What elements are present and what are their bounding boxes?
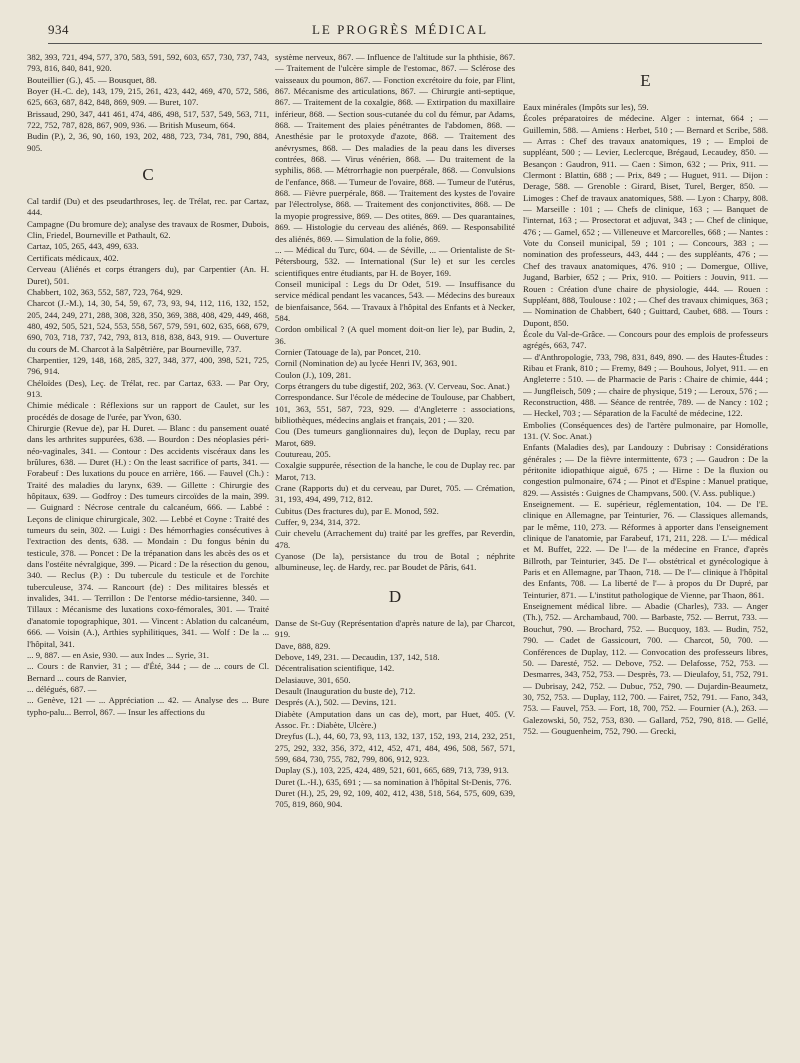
- section-letter-c: C: [142, 165, 154, 185]
- section-letter-e: E: [640, 71, 651, 90]
- index-entry: Cordon ombilical ? (A quel moment doit-on lier le), par Budin, 2, 36.: [275, 324, 515, 346]
- index-entry: Duret (H.), 25, 29, 92, 109, 402, 412, 438, 518, 564, 575, 609, 639, 705, 819, 860, 904.: [275, 787, 515, 810]
- index-entry: Duplay (S.), 103, 225, 424, 489, 521, 601, 665, 689, 713, 739, 913.: [275, 765, 509, 776]
- index-entry: Bouteillier (G.), 45. — Bousquet, 88.: [27, 74, 157, 85]
- index-entry: Budin (P.), 2, 36, 90, 160, 193, 202, 488, 723, 734, 781, 790, 884, 905.: [27, 131, 269, 153]
- index-entry: Cuir chevelu (Arrachement du) traité par les greffes, par Reverdin, 478.: [275, 528, 515, 550]
- index-entry: ... Genève, 121 — ... Appréciation ... 42. — Analyse des ... Bure typho-palu... Berrol, 867. — Insur les affections du: [27, 695, 269, 717]
- index-entry: — d'Anthropologie, 733, 798, 831, 849, 890. — des Hautes-Études : Ribau et Frank, 810 ; — Fremy, 849 ; — Bouhous, Jolyet, 911. — en Angleterre : 510. — de Pharmacie de Paris : Chaire de chimie, 444 ; — Jungfleisch, 509 ; — chaire de physique, 519 ; — Leroux, 576 ; — Reconstruction, 488. — Séance de rentrée, 789. — de Nancy : 102 ; — Heckel, 703 ; — Séparation de la Faculté de médecine, 122.: [523, 351, 768, 419]
- page-number: 934: [48, 22, 69, 37]
- index-entry: Cornier (Tatouage de la), par Poncet, 210.: [275, 346, 421, 357]
- index-entry: Cubitus (Des fractures du), par E. Monod, 592.: [275, 505, 439, 516]
- header-rule: [48, 43, 762, 44]
- index-entry: École du Val-de-Grâce. — Concours pour des emplois de professeurs agrégés, 663, 747.: [523, 328, 768, 351]
- index-column-2: [275, 52, 515, 1052]
- index-column-1: [27, 52, 269, 1052]
- index-entry: Coulon (J.), 109, 281.: [275, 369, 352, 380]
- index-entry: Cerveau (Aliénés et corps étrangers du), par Carpentier (An. H. Duret), 501.: [27, 264, 269, 286]
- index-entry: Diabète (Amputation dans un cas de), mort, par Huet, 405. (V. Assoc. Fr. : Diabète, Ulcère.): [275, 708, 515, 730]
- index-entry: Conseil municipal : Legs du Dr Odet, 519. — Insuffisance du service médical pendant les vacances, 543. — Médecins des bureaux de bienfaisance, 564. — Travaux à l'hôpital des Enfants et à Necker, 584.: [275, 278, 515, 323]
- index-entry: Chirurgie (Revue de), par H. Duret. — Blanc : du pansement ouaté dans les arthrites suppurées, 638. — Bourdon : Des néoplasies péri-néo-vaginales, 341. — Contour : Des accidents viscéraux dans les brûlures, 638. — Duret (H.) : On the least sacrifice of parts, 341. — Forabeuf : Des luxations du pouce en arrière, 166. — Fauvel (Ch.) : Traité des maladies du larynx, 639. — Gillette : Chirurgie des hôpitaux, 639. — Godfroy : Des tumeurs circoïdes de la main, 399. — Guignard : Nécrose centrale du calcanéum, 666. — Labbé : Leçons de clinique chirurgicale, 302. — Lebbé et Coyne : Traité des tumeurs du sein, 302. — Luigi : Des hémorrhagies consécutives à l'extraction des dents, 638. — Mondain : Du fongus bénin du testicule, 378. — Poncet : De la trépanation dans les abcès des os et dans l'ostéite névralgique, 399. — Picard : De la résection du genou, 340. — Reclus (P.) : Du tubercule du testicule et de l'orchite tuberculeuse, 374. — Rancourt (de) : Des militaires blessés et invalides, 341. — Terrillon : De l'entorse médio-tarsienne, 340. — Tillaux : Mécanisme des luxations coxo-fémorales, 301. — Traité d'anatomie topographique, 301. — Vincent : Ablation du calcanéum, 666. — Voisin (A.), Arthies syphilitiques, 341. — Wolf : De la ... l'hôpital, 341.: [27, 422, 269, 649]
- index-entry: Desault (Inauguration du buste de), 712.: [275, 685, 416, 696]
- index-entry: système nerveux, 867. — Influence de l'altitude sur la phthisie, 867. — Traitement de l'ulcère simple de l'estomac, 867. — Sclérose des vaisseaux du poumon, 867. — Fonction excrétoire du foie, par Flint, 867. Mécanisme des articulations, 867. — Chirurgie anti-septique, 867. — Traitement de la coxalgie, 868. — Extirpation du maxillaire inférieur, 868. — Section sous-cutanée du col du fémur, par Adams, 868. — Traitement des plaies pénétrantes de l'abdomen, 868. — Anesthésie par le protoxyde d'azote, 868. — Traitement des anévrysmes, 868. — Des maladies de la peau dans les diverses contrées, 868. — Virus vénérien, 868. — Du traitement de la syphilis, 868. — Métrorrhagie non puerpérale, 868. — Convulsions de l'enfance, 868. — Tumeur de l'ovaire, 868. — Tumeur de l'utérus, 868. — Fièvre puerpérale, 868. — Traitement des kystes de l'ovaire par l'électrolyse, 868. — Traitement des conjonctivites, 868. — De la myopie progressive, 869. — Des otites, 869. — Des quarantaines, 869. — Histologie du cerveau des aliénés, 869. — Responsabilité des aliénés, 869. — Simulation de la folie, 869.: [275, 52, 515, 244]
- index-entry: Chabbert, 102, 363, 552, 587, 723, 764, 929.: [27, 286, 183, 297]
- index-entry: ... 9, 887. — en Asie, 930. — aux Indes ... Syrie, 31.: [27, 649, 209, 660]
- index-entry: Charcot (J.-M.), 14, 30, 54, 59, 67, 73, 93, 94, 112, 116, 132, 152, 205, 244, 249, 271, 288, 308, 328, 350, 369, 388, 408, 429, 449, 468, 480, 492, 505, 521, 524, 553, 558, 567, 579, 591, 602, 635, 668, 679, 690, 703, 718, 737, 742, 793, 813, 818, 838, 843, 919. — Ouverture du cours de M. Charcot à la Salpêtrière, par Bourneville, 737.: [27, 298, 269, 354]
- index-entry: Eaux minérales (Impôts sur les), 59.: [523, 102, 649, 112]
- index-entry: Cal tardif (Du) et des pseudarthroses, leç. de Trélat, rec. par Cartaz, 444.: [27, 196, 269, 218]
- index-entry: Després (A.), 502. — Devins, 121.: [275, 697, 397, 708]
- index-entry: Crane (Rapports du) et du cerveau, par Duret, 705. — Crémation, 31, 193, 494, 499, 712, 812.: [275, 483, 515, 505]
- index-entry: Charpentier, 129, 148, 168, 285, 327, 348, 377, 400, 398, 521, 725, 796, 914.: [27, 354, 269, 377]
- section-letter-d: D: [388, 586, 402, 606]
- index-entry: ... délégués, 687. —: [27, 683, 97, 694]
- running-title: LE PROGRÈS MÉDICAL: [311, 22, 489, 37]
- index-entry: Debove, 149, 231. — Decaudin, 137, 142, 518.: [275, 651, 440, 662]
- index-entry: Enfants (Maladies des), par Landouzy : Dubrisay : Considérations générales ; — De la fièvre intermittente, 673 ; — Gaudron : De la péritonite idiopathique aiguë, 675 ; — Hirne : De la fluxion ou congestion pulmonaire, 674 ; — Pinot et d'Espine : Manuel pratique, 829. — Assistés : Guignes de Champvans, 500. (V. Ass. publique.): [523, 442, 768, 498]
- index-entry: Cuffer, 9, 234, 314, 372.: [275, 517, 361, 528]
- index-entry: ... — Médical du Turc, 604. — de Séville, ... — Orientaliste de St-Pétersbourg, 532. — International (Sur le) et sur les cercles scientifiques entre étudiants, par H. de Boyer, 169.: [275, 244, 515, 278]
- index-entry: Coutureau, 205.: [275, 449, 331, 460]
- index-entry: Duret (L.-H.), 635, 691 ; — sa nomination à l'hôpital St-Denis, 776.: [275, 776, 512, 787]
- index-entry: Chéloïdes (Des), Leç. de Trélat, rec. par Cartaz, 633. — Par Ory, 913.: [27, 377, 269, 399]
- index-column-3: [523, 52, 768, 1052]
- index-entry: Décentralisation scientifique, 142.: [275, 663, 395, 674]
- index-entry: Chimie médicale : Réflexions sur un rapport de Caulet, sur les procédés de dosage de l'urée, par Yvon, 630.: [27, 400, 269, 422]
- index-entry: 382, 393, 721, 494, 577, 370, 583, 591, 592, 603, 657, 730, 737, 743, 793, 816, 840, 841, 920.: [27, 52, 269, 74]
- index-entry: Certificats médicaux, 402.: [27, 252, 119, 263]
- index-entry: Coxalgie suppurée, résection de la hanche, le cou de Duplay rec. par Marot, 713.: [275, 460, 515, 482]
- index-entry: Cou (Des tumeurs ganglionnaires du), leçon de Duplay, recu par Marot, 689.: [275, 426, 515, 448]
- index-entry: Boyer (H.-C. de), 143, 179, 215, 261, 423, 442, 469, 470, 572, 586, 625, 663, 687, 842, 848, 869, 909. — Buret, 107.: [27, 86, 269, 108]
- index-entry: Danse de St-Guy (Représentation d'après nature de la), par Charcot, 919.: [275, 617, 515, 640]
- index-entry: Dreyfus (L.), 44, 60, 73, 93, 113, 132, 137, 152, 193, 214, 232, 251, 275, 292, 332, 356, 372, 412, 452, 471, 484, 496, 508, 567, 571, 599, 684, 730, 755, 782, 799, 806, 912, 923.: [275, 731, 515, 764]
- index-entry: ... Cours : de Ranvier, 31 ; — d'Été, 344 ; — de ... cours de Cl. Bernard ... cours de Ranvier,: [27, 661, 269, 683]
- page-header: [0, 22, 800, 42]
- index-entry: Embolies (Conséquences des) de l'artère pulmonaire, par Homolle, 131. (V. Soc. Anat.): [523, 419, 768, 441]
- index-entry: Cyanose (De la), persistance du trou de Botal ; néphrite albumineuse, leç. de Hardy, rec. par Boudet de Pâris, 641.: [275, 551, 515, 573]
- index-entry: Dave, 888, 829.: [275, 640, 331, 651]
- index-entry: Delasiauve, 301, 650.: [275, 674, 351, 685]
- index-entry: Cornil (Nomination de) au lycée Henri IV, 363, 901.: [275, 358, 457, 369]
- index-entry: Enseignement médical libre. — Abadie (Charles), 733. — Anger (Th.), 752. — Archambaud, 700. — Barbaste, 752. — Berrut, 733. — Bouchut, 790. — Brochard, 752. — Bucquoy, 183. — Budin, 752, 790. — Cadet de Gassicourt, 700. — Charcot, 50, 700. — Conférences de Duplay, 112. — Convocation des professeurs libres, 50. — Daresté, 752. — Debove, 752. — Delafosse, 752, 753. — Desmarres, 343, 752, 753. — Desprès, 73. — Dieulafoy, 51, 752, 791. — Dubrisay, 242, 752. — Dubuc, 752, 790. — Dujardin-Beaumetz, 30, 752, 753. — Duplay, 112, 700. — Fairet, 752, 791. — Fano, 343, 753. — Fauvel, 753. — Fort, 18, 700, 752. — Fournier (A.), 263. — Galezowski, 50, 752, 753, 830. — Gallard, 752, 790, 818. — Gellé, 752. — Gouguenheim, 752, 790. — Grecki,: [523, 601, 768, 736]
- index-entry: Campagne (Du bromure de); analyse des travaux de Rosmer, Dubois, Clin, Friedel, Bourneville et Pathault, 62.: [27, 218, 269, 241]
- index-entry: Correspondance. Sur l'école de médecine de Toulouse, par Chabbert, 101, 363, 551, 587, 723, 929. — d'Angleterre : associations, bibliothèques, médecins anglais et français, 201 ; — 320.: [275, 392, 515, 425]
- index-entry: Brissaud, 290, 347, 441 461, 474, 486, 498, 517, 537, 549, 563, 711, 722, 752, 787, 828, 867, 909, 936. — British Museum, 664.: [27, 108, 269, 131]
- index-entry: Corps étrangers du tube digestif, 202, 363. (V. Cerveau, Soc. Anat.): [275, 380, 510, 391]
- index-entry: Écoles préparatoires de médecine. Alger : internat, 664 ; — Guillemin, 588. — Amiens : Herbet, 510 ; — Bernard et Scribe, 588. — Arras : Chef des travaux anatomiques, 19 ; — Emploi de suppléant, 500 ; — Levier, Leclercque, Brégaud, Lecaudey, 850. — Besançon : Gaudron, 911. — Caen : Simon, 632 ; — Prix, 911. — Clermont : Blattin, 688 ; — Prix, 849 ; — Huguet, 911. — Dijon : Derage, 588. — Grenoble : Girard, Biset, Turel, Berger, 850. — Limoges : Chef de travaux anatomiques, 588. — Lyon : Charpy, 808. — Marseille : 101 ; — Chefs de clinique, 163 ; — Banquet de l'internat, 163 ; — Prosectorat et adjuvat, 343 ; — Chef de clinique, 476 ; — Gamel, 652 ; — Villeneuve et Marcorelles, 668 ; — Nantes : Vote du Conseil municipal, 59 ; 101 ; — Concours, 383 ; — nomination des professeurs, 443, 444 ; — des suppléants, 476 ; — Chef des travaux anatomiques, 476. 910 ; — Domergue, Ollive, Jugand, Barbier, 652 ; — Prix, 910. — Poitiers : Jouvin, 911. — Rouen : Création d'une chaire de physiologie, 444. — Rouen : Suppléant, 888, Toulouse : 102 ; — Chef des travaux chimiques, 363 ; — Nomination de Chabbert, 640 ; Guittard, Caubet, 688. — Tours : Dupont, 850.: [523, 113, 768, 328]
- index-entry: Cartaz, 105, 265, 443, 499, 633.: [27, 241, 139, 252]
- index-entry: Enseignement. — E. supérieur, réglementation, 104. — De l'E. clinique en Allemagne, par Teinturier, 76. — Classiques allemands, par le même, 110, 273. — Réformes à apporter dans l'enseignement clinique de l'anatomie, par Farabeuf, 171, 211, 228. — L'— médical et M. Buffet, 222. — De l'— de la médecine en France, d'après Billroth, par Teinturier, 345. De l'— obstétrical et gynécologique à Paris et en Allemagne, par Thaon, 718. — De l'— clinique à l'hôpital des Enfants, 708. — La liberté de l'— à propos du Dr Dupré, par Teinturier, 871. — L'institut pathologique de Vienne, par Thaon, 861.: [523, 499, 768, 600]
